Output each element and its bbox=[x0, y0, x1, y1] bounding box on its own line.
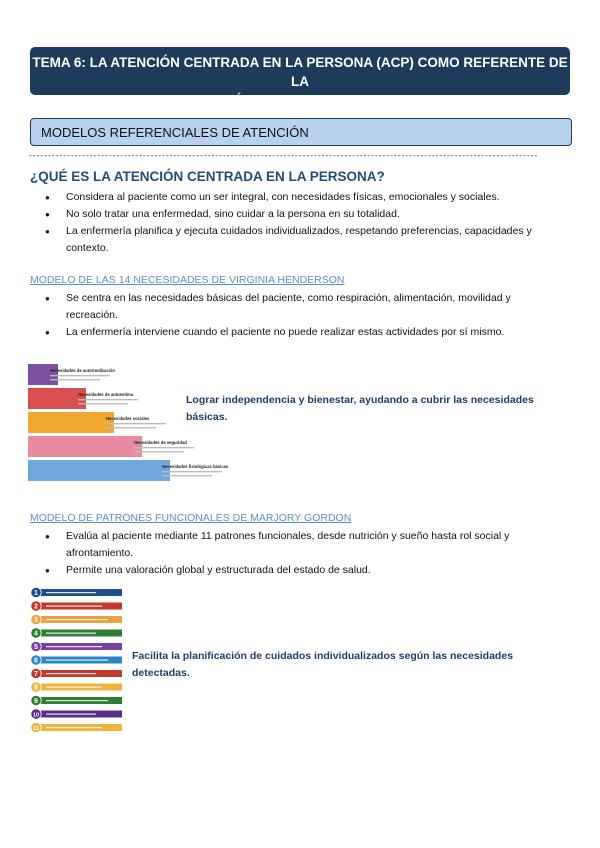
functional-patterns-illustration bbox=[30, 586, 124, 738]
pyramid-level bbox=[28, 460, 170, 481]
title-line-1: TEMA 6: LA ATENCIÓN CENTRADA EN LA PERSONA (ACP) COMO REFERENTE DE LA bbox=[32, 55, 568, 89]
list-item: ● Evalúa al paciente mediante 11 patrones funcionales, desde nutrición y sueño hasta rol social y afrontamiento. bbox=[30, 528, 545, 562]
section-heading: MODELOS REFERENCIALES DE ATENCIÓN bbox=[30, 118, 572, 146]
pattern-label-line bbox=[46, 660, 108, 661]
pyramid-description-line bbox=[50, 379, 100, 380]
pattern-label-line bbox=[46, 619, 108, 620]
list-item: ● Se centra en las necesidades básicas del paciente, como respiración, alimentación, movilidad y recreación. bbox=[30, 290, 540, 324]
title-line-2: PRÁCTICA PROFESIONAL bbox=[214, 93, 386, 108]
list-item: ● Permite una valoración global y estructurada del estado de salud. bbox=[30, 562, 545, 579]
acp-bullet-list bbox=[30, 189, 555, 257]
pattern-label-line bbox=[46, 727, 102, 728]
pyramid-description-line bbox=[134, 447, 194, 448]
pattern-label-line bbox=[46, 646, 102, 647]
gordon-heading[interactable]: MODELO DE PATRONES FUNCIONALES DE MARJORY GORDON bbox=[30, 512, 352, 524]
needs-pyramid-illustration bbox=[28, 362, 229, 485]
pyramid-description-line bbox=[162, 475, 212, 476]
list-item: ● La enfermería interviene cuando el paciente no puede realizar estas actividades por sí mismo. bbox=[30, 324, 540, 341]
pattern-label-line bbox=[46, 687, 102, 688]
henderson-bullet-list bbox=[30, 290, 540, 341]
pattern-label-line bbox=[46, 714, 96, 715]
gordon-bullet-list bbox=[30, 528, 545, 579]
pattern-number: 9 bbox=[34, 698, 38, 705]
list-item: ● No solo tratar una enfermedad, sino cuidar a la persona en su totalidad. bbox=[30, 206, 555, 223]
pattern-number: 6 bbox=[34, 657, 38, 665]
pyramid-description-line bbox=[106, 423, 166, 424]
pyramid-description-line bbox=[162, 471, 222, 472]
pattern-number: 2 bbox=[34, 603, 38, 611]
pyramid-description-line bbox=[50, 375, 110, 376]
pattern-number: 1 bbox=[34, 590, 38, 597]
henderson-callout: Lograr independencia y bienestar, ayudando a cubrir las necesidades básicas. bbox=[186, 394, 534, 423]
pyramid-level bbox=[28, 436, 142, 457]
pyramid-level-title: Necesidades de autoestima bbox=[78, 392, 133, 397]
list-item: ● Considera al paciente como un ser integral, con necesidades físicas, emocionales y sociales. bbox=[30, 189, 555, 206]
pyramid-level-title: Necesidades sociales bbox=[106, 416, 150, 421]
pattern-number: 3 bbox=[34, 617, 38, 624]
pattern-label-line bbox=[46, 673, 96, 674]
list-item: ● La enfermería planifica y ejecuta cuidados individualizados, respetando preferencias, capacidades y contexto. bbox=[30, 223, 555, 257]
pattern-number: 4 bbox=[34, 630, 38, 638]
pyramid-level-title: Necesidades fisiológicas básicas bbox=[162, 464, 229, 469]
pattern-number: 10 bbox=[32, 712, 40, 719]
pattern-label-line bbox=[46, 633, 96, 634]
pattern-label-line bbox=[46, 606, 102, 607]
pyramid-level-title: Necesidades de autorrealización bbox=[50, 368, 115, 373]
divider: -------------------------------------------------------------------------------------------------------------------------------------- bbox=[28, 152, 538, 161]
pyramid-level bbox=[28, 412, 114, 433]
pattern-label-line bbox=[46, 700, 108, 701]
gordon-patterns-image bbox=[30, 586, 124, 738]
pyramid-description-line bbox=[106, 427, 156, 428]
pyramid-description-line bbox=[78, 403, 128, 404]
pyramid-description-line bbox=[78, 399, 138, 400]
acp-heading: ¿QUÉ ES LA ATENCIÓN CENTRADA EN LA PERSONA? bbox=[30, 169, 385, 184]
henderson-needs-pyramid-image bbox=[28, 362, 229, 485]
pattern-number: 8 bbox=[34, 684, 38, 692]
pattern-label-line bbox=[46, 592, 96, 593]
page-title bbox=[30, 47, 570, 108]
pyramid-description-line bbox=[134, 451, 184, 452]
pattern-number: 7 bbox=[34, 671, 38, 678]
pattern-number: 5 bbox=[34, 644, 38, 651]
henderson-heading[interactable]: MODELO DE LAS 14 NECESIDADES DE VIRGINIA HENDERSON bbox=[30, 274, 345, 286]
pyramid-level-title: Necesidades de seguridad bbox=[134, 440, 187, 445]
gordon-callout: Facilita la planificación de cuidados individualizados según las necesidades detectadas. bbox=[132, 650, 514, 679]
pattern-number: 11 bbox=[33, 726, 39, 732]
